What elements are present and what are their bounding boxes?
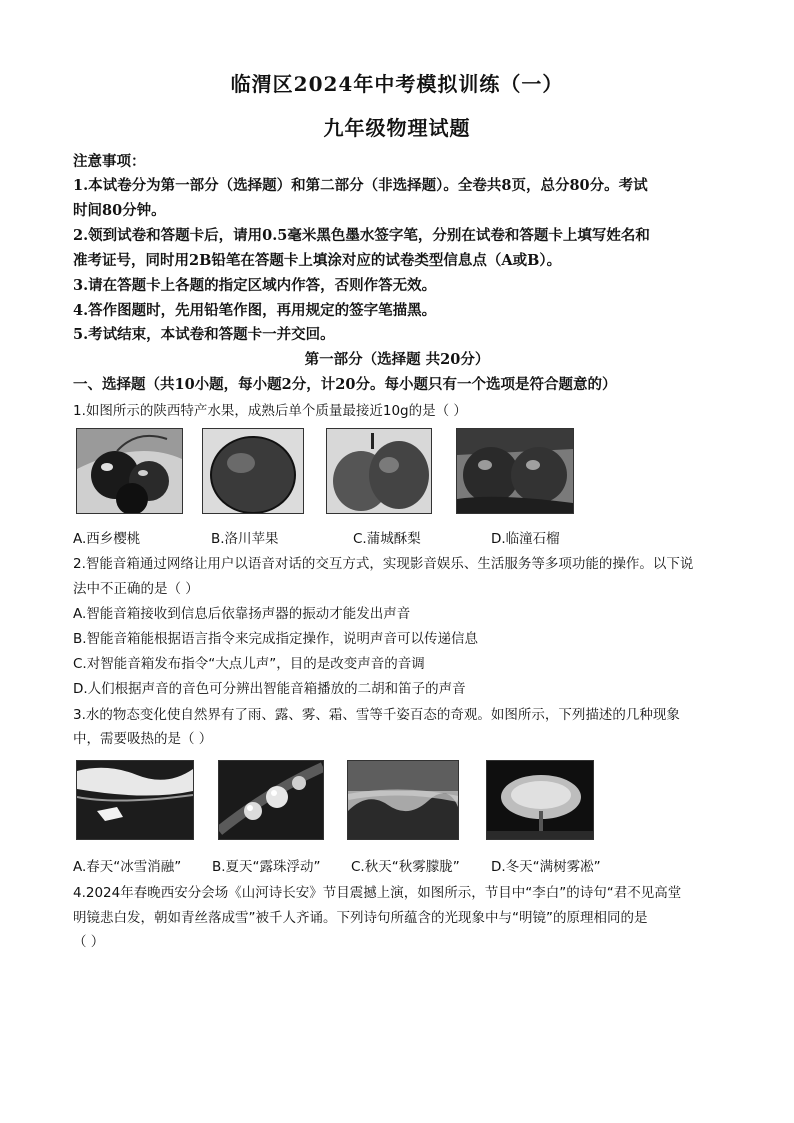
fog-photo — [347, 760, 459, 840]
q3-stem: 3.水的物态变化使自然界有了雨、露、雾、霜、雪等千姿百态的奇观。如图所示，下列描述的几种现象 — [73, 707, 680, 723]
dew-drops-photo — [218, 760, 324, 840]
q2-stem: 法中不正确的是（ ） — [73, 581, 199, 597]
apple-photo — [202, 428, 304, 514]
rime-tree-photo — [486, 760, 594, 840]
notes-line: 准考证号，同时用2B铅笔在答题卡上填涂对应的试卷类型信息点（A或B）。 — [73, 252, 562, 269]
q1-option-d: D.临潼石榴 — [491, 531, 560, 547]
pomegranate-photo — [456, 428, 574, 514]
pear-photo — [326, 428, 432, 514]
cherry-photo — [76, 428, 183, 514]
q3-stem: 中，需要吸热的是（ ） — [73, 731, 213, 747]
q3-option-a: A.春天“冰雪消融” — [73, 859, 182, 875]
notes-heading: 注意事项： — [73, 153, 146, 170]
exam-subtitle: 九年级物理试题 — [323, 116, 471, 140]
q2-option-a: A.智能音箱接收到信息后依靠扬声器的振动才能发出声音 — [73, 606, 411, 622]
q1-stem: 1.如图所示的陕西特产水果，成熟后单个质量最接近10g的是（ ） — [73, 403, 467, 419]
notes-line: 2.领到试卷和答题卡后，请用0.5毫米黑色墨水签字笔，分别在试卷和答题卡上填写姓名和 — [73, 227, 650, 244]
q2-option-d: D.人们根据声音的音色可分辨出智能音箱播放的二胡和笛子的声音 — [73, 681, 466, 697]
q1-option-c: C.蒲城酥梨 — [353, 531, 421, 547]
q2-stem: 2.智能音箱通过网络让用户以语音对话的交互方式，实现影音娱乐、生活服务等多项功能的操作。以下说 — [73, 556, 694, 572]
q3-option-c: C.秋天“秋雾朦胧” — [351, 859, 460, 875]
q4-stem: 明镜悲白发，朝如青丝落成雪”被千人齐诵。下列诗句所蕴含的光现象中与“明镜”的原理相同的是 — [73, 910, 648, 926]
part1-heading: 第一部分（选择题 共20分） — [304, 351, 490, 368]
melting-snow-photo — [76, 760, 194, 840]
q4-stem: （ ） — [73, 934, 105, 950]
q2-option-c: C.对智能音箱发布指令“大点儿声”，目的是改变声音的音调 — [73, 656, 425, 672]
q1-option-b: B.洛川苹果 — [211, 531, 279, 547]
q3-option-b: B.夏天“露珠浮动” — [212, 859, 321, 875]
notes-line: 时间80分钟。 — [73, 202, 166, 219]
notes-line: 4.答作图题时，先用铅笔作图，再用规定的签字笔描黑。 — [73, 302, 437, 319]
q2-option-b: B.智能音箱能根据语言指令来完成指定操作，说明声音可以传递信息 — [73, 631, 479, 647]
q4-stem: 4.2024年春晚西安分会场《山河诗长安》节目震撼上演，如图所示，节目中“李白”的诗句“君不见高堂 — [73, 885, 682, 901]
notes-line: 3.请在答题卡上各题的指定区域内作答，否则作答无效。 — [73, 277, 437, 294]
notes-line: 1.本试卷分为第一部分（选择题）和第二部分（非选择题）。全卷共8页，总分80分。考试 — [73, 177, 648, 194]
q1-option-a: A.西乡樱桃 — [73, 531, 141, 547]
section-heading: 一、选择题（共10小题，每小题2分，计20分。每小题只有一个选项是符合题意的） — [73, 376, 617, 393]
exam-title: 临渭区2024年中考模拟训练（一） — [230, 72, 564, 96]
q3-option-d: D.冬天“满树雾凇” — [491, 859, 601, 875]
notes-line: 5.考试结束，本试卷和答题卡一并交回。 — [73, 326, 335, 343]
